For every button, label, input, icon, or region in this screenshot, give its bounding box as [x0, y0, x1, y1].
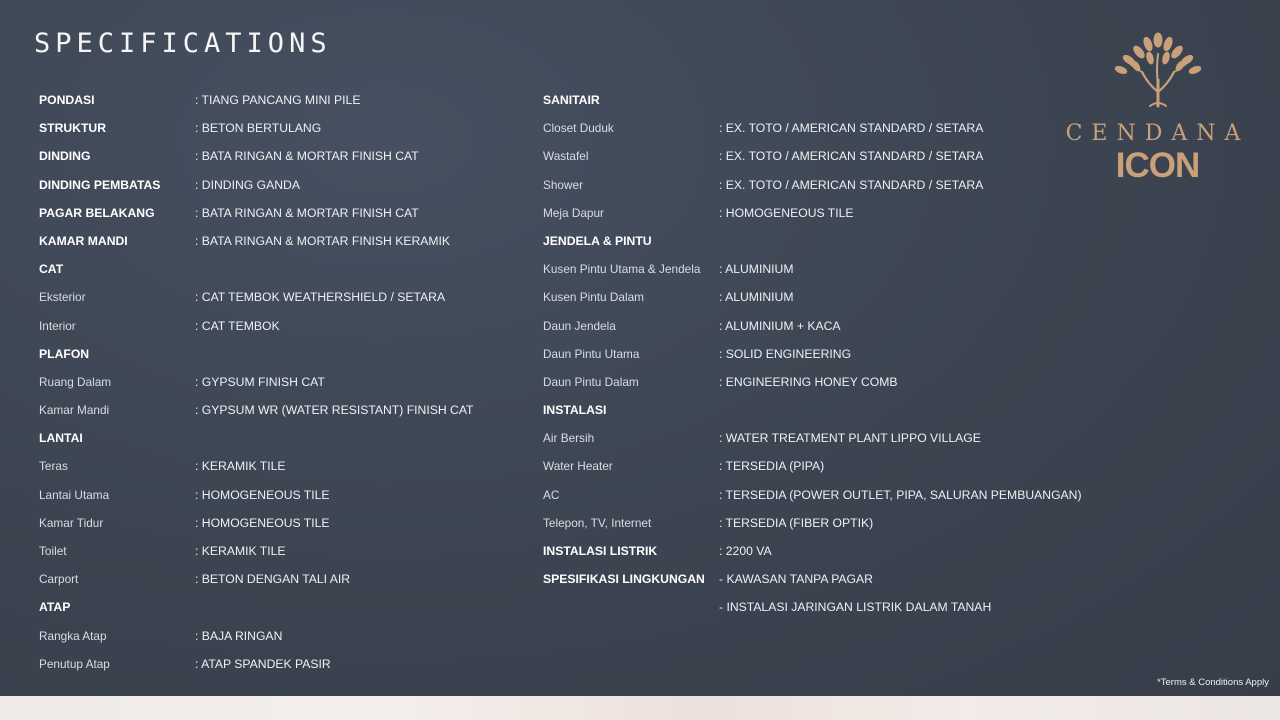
spec-value: : HOMOGENEOUS TILE — [195, 515, 330, 530]
spec-label: Air Bersih — [543, 431, 595, 446]
spec-row — [39, 650, 509, 678]
spec-row — [39, 565, 509, 593]
spec-value: : BATA RINGAN & MORTAR FINISH CAT — [195, 205, 419, 220]
brand-name: CENDANA — [1065, 121, 1250, 146]
spec-value: : ALUMINIUM — [719, 262, 794, 277]
spec-row — [39, 424, 509, 452]
spec-value: - INSTALASI JARINGAN LISTRIK DALAM TANAH — [719, 600, 992, 615]
spec-label: CAT — [39, 262, 64, 277]
spec-label: STRUKTUR — [39, 121, 107, 136]
spec-value: : ALUMINIUM + KACA — [719, 318, 841, 333]
tree-icon — [1112, 32, 1204, 108]
spec-label: Ruang Dalam — [39, 374, 112, 389]
spec-value: : TERSEDIA (FIBER OPTIK) — [719, 515, 874, 530]
spec-row — [543, 565, 1103, 593]
spec-label: Toilet — [39, 544, 67, 558]
spec-label: Water Heater — [543, 459, 613, 474]
spec-label: Daun Jendela — [543, 318, 616, 333]
spec-value: : TIANG PANCANG MINI PILE — [195, 93, 361, 107]
spec-value: : BETON DENGAN TALI AIR — [195, 572, 351, 587]
spec-row — [39, 340, 509, 368]
spec-row — [543, 171, 1103, 199]
spec-label: Interior — [39, 318, 76, 333]
spec-label: Shower — [543, 177, 583, 192]
spec-value: : 2200 VA — [719, 544, 772, 558]
spec-label: PLAFON — [39, 346, 90, 361]
spec-value: : EX. TOTO / AMERICAN STANDARD / SETARA — [719, 177, 984, 192]
spec-row — [543, 86, 1103, 114]
spec-row — [39, 452, 509, 480]
spec-label: PONDASI — [39, 93, 95, 107]
spec-column-right — [543, 86, 1103, 622]
spec-value: : GYPSUM FINISH CAT — [195, 374, 325, 389]
spec-row — [543, 114, 1103, 142]
spec-row — [39, 142, 509, 170]
spec-row — [543, 227, 1103, 255]
spec-value: : HOMOGENEOUS TILE — [195, 487, 330, 502]
spec-value: : CAT TEMBOK — [195, 318, 280, 333]
spec-row — [543, 255, 1103, 283]
spec-value: : SOLID ENGINEERING — [719, 346, 852, 361]
spec-value: : BETON BERTULANG — [195, 121, 322, 136]
spec-value: : KERAMIK TILE — [195, 459, 286, 474]
spec-value: - KAWASAN TANPA PAGAR — [719, 572, 873, 587]
spec-row — [39, 396, 509, 424]
spec-row — [543, 368, 1103, 396]
spec-value: : HOMOGENEOUS TILE — [719, 205, 854, 220]
spec-label: Meja Dapur — [543, 205, 604, 220]
spec-row — [543, 283, 1103, 311]
spec-row — [39, 481, 509, 509]
spec-row — [39, 86, 509, 114]
spec-label: ATAP — [39, 600, 71, 615]
spec-value: : TERSEDIA (POWER OUTLET, PIPA, SALURAN PEMBUANGAN) — [719, 487, 1082, 502]
spec-label: Penutup Atap — [39, 656, 110, 671]
spec-value: : BATA RINGAN & MORTAR FINISH CAT — [195, 149, 419, 164]
spec-label: DINDING — [39, 149, 91, 164]
spec-value: : TERSEDIA (PIPA) — [719, 459, 825, 474]
spec-value: : ATAP SPANDEK PASIR — [195, 656, 331, 671]
spec-label: AC — [543, 487, 560, 502]
spec-row — [39, 312, 509, 340]
spec-label: Kusen Pintu Dalam — [543, 290, 644, 305]
spec-row — [543, 537, 1103, 565]
spec-value: : EX. TOTO / AMERICAN STANDARD / SETARA — [719, 149, 984, 164]
spec-label: KAMAR MANDI — [39, 233, 128, 248]
spec-row — [543, 593, 1103, 621]
spec-row — [543, 199, 1103, 227]
spec-label: PAGAR BELAKANG — [39, 205, 155, 220]
spec-label: Carport — [39, 572, 79, 587]
spec-value: : ENGINEERING HONEY COMB — [719, 374, 898, 389]
spec-label: DINDING PEMBATAS — [39, 177, 161, 192]
spec-row — [39, 368, 509, 396]
spec-label: SANITAIR — [543, 93, 600, 107]
spec-label: Daun Pintu Utama — [543, 346, 640, 361]
spec-column-left — [39, 86, 509, 678]
spec-label: Kamar Tidur — [39, 515, 104, 530]
spec-row — [39, 509, 509, 537]
page-title: SPECIFICATIONS — [34, 28, 332, 59]
spec-row — [543, 312, 1103, 340]
spec-row — [543, 340, 1103, 368]
spec-row — [39, 199, 509, 227]
spec-row — [543, 481, 1103, 509]
brand-logo — [1050, 32, 1265, 192]
spec-label: Rangka Atap — [39, 628, 107, 643]
spec-value: : KERAMIK TILE — [195, 544, 286, 558]
spec-label: Wastafel — [543, 149, 589, 164]
spec-label: Closet Duduk — [543, 121, 614, 136]
spec-row — [543, 509, 1103, 537]
spec-value: : BATA RINGAN & MORTAR FINISH KERAMIK — [195, 233, 451, 248]
spec-row — [543, 396, 1103, 424]
spec-row — [39, 255, 509, 283]
spec-value: : DINDING GANDA — [195, 177, 300, 192]
spec-value: : EX. TOTO / AMERICAN STANDARD / SETARA — [719, 121, 984, 136]
spec-row — [39, 622, 509, 650]
spec-row — [39, 593, 509, 621]
spec-label: Telepon, TV, Internet — [543, 515, 652, 530]
spec-value: : CAT TEMBOK WEATHERSHIELD / SETARA — [195, 290, 446, 305]
spec-row — [39, 171, 509, 199]
spec-row — [39, 114, 509, 142]
spec-row — [39, 537, 509, 565]
spec-label: Kamar Mandi — [39, 403, 110, 418]
spec-value: : ALUMINIUM — [719, 290, 794, 305]
spec-value: : BAJA RINGAN — [195, 628, 283, 643]
spec-label: Kusen Pintu Utama & Jendela — [543, 262, 701, 277]
marble-strip — [0, 696, 1280, 720]
spec-row — [39, 283, 509, 311]
spec-label: Eksterior — [39, 290, 86, 305]
spec-row — [543, 142, 1103, 170]
spec-label: INSTALASI — [543, 403, 607, 418]
spec-label: LANTAI — [39, 431, 83, 446]
spec-row — [543, 452, 1103, 480]
spec-label: Daun Pintu Dalam — [543, 374, 639, 389]
spec-label: Teras — [39, 459, 68, 474]
spec-value: : GYPSUM WR (WATER RESISTANT) FINISH CAT — [195, 403, 474, 418]
spec-label: Lantai Utama — [39, 487, 110, 502]
spec-label: SPESIFIKASI LINGKUNGAN — [543, 572, 705, 587]
spec-value: : WATER TREATMENT PLANT LIPPO VILLAGE — [719, 431, 981, 446]
spec-row — [543, 424, 1103, 452]
brand-subname: ICON — [1115, 146, 1200, 185]
spec-row — [39, 227, 509, 255]
spec-label: INSTALASI LISTRIK — [543, 544, 658, 558]
spec-label: JENDELA & PINTU — [543, 233, 652, 248]
terms-footnote: *Terms & Conditions Apply — [1157, 677, 1269, 688]
